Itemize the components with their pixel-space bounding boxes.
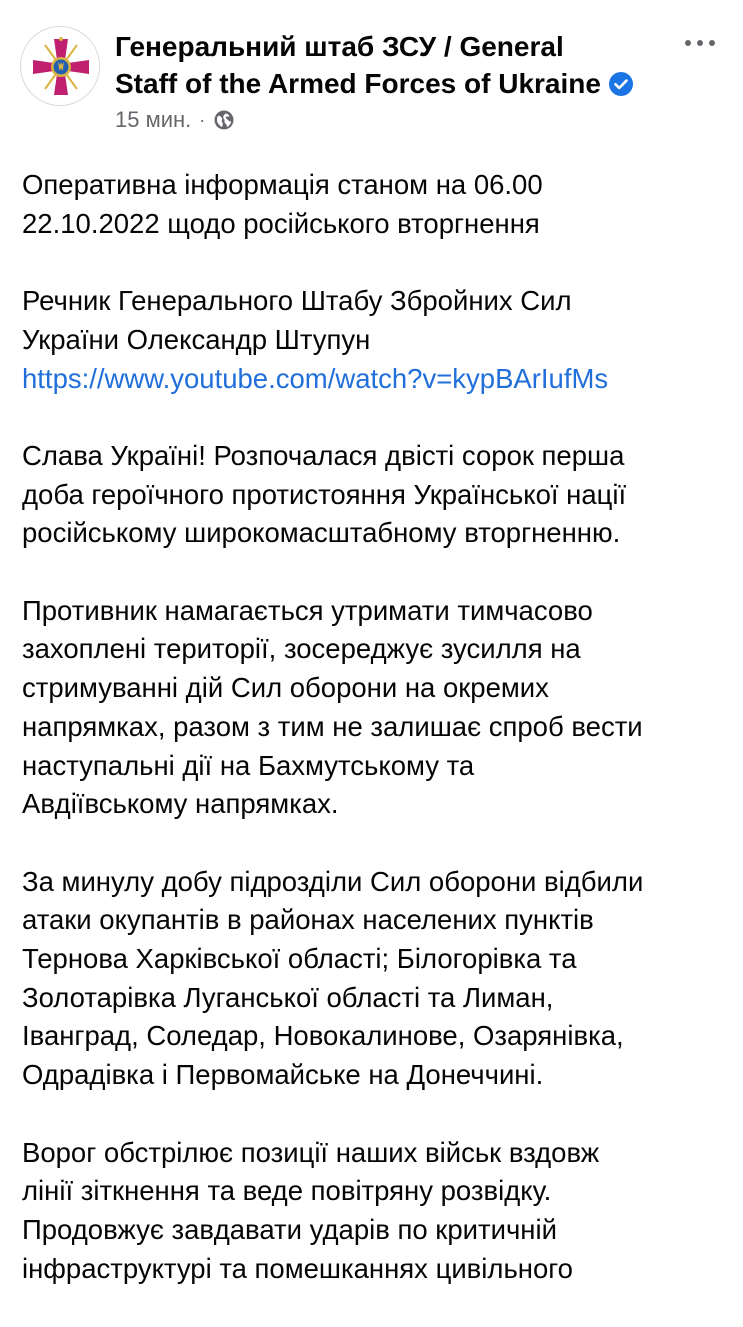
post-meta [115, 106, 235, 134]
page-name-line-2[interactable] [115, 65, 675, 102]
post-paragraph-2 [22, 282, 727, 398]
post-line: Іванград, Соледар, Новокалинове, Озарянівка, [22, 1020, 624, 1052]
post-line: напрямках, разом з тим не залишає спроб вести [22, 710, 643, 742]
youtube-link[interactable]: https://www.youtube.com/watch?v=kypBArIufMs [22, 362, 609, 394]
general-staff-emblem-icon [21, 27, 100, 106]
more-options-button[interactable] [670, 28, 730, 58]
post-line: Речник Генерального Штабу Збройних Сил [22, 285, 572, 317]
page-name-line-2-text[interactable]: Staff of the Armed Forces of Ukraine [115, 68, 601, 99]
post-line: 22.10.2022 щодо російського вторгнення [22, 207, 540, 239]
post-line: За минулу добу підрозділи Сил оборони відбили [22, 865, 644, 897]
post-line: Авдіївському напрямках. [22, 788, 339, 820]
post-timestamp[interactable]: 15 мин. [115, 107, 192, 132]
verified-check-icon [609, 68, 633, 92]
post-paragraph-4 [22, 592, 727, 824]
post-line: лінії зіткнення та веде повітряну розвідку. [22, 1175, 552, 1207]
post-header [0, 0, 743, 150]
page-name[interactable] [115, 28, 675, 102]
post-line: Продовжує завдавати ударів по критичній [22, 1213, 557, 1245]
more-options-icon [685, 40, 691, 46]
post-body [22, 166, 727, 1327]
post-line: Слава Україні! Розпочалася двісті сорок перша [22, 439, 625, 471]
post-line: захоплені території, зосереджує зусилля на [22, 633, 581, 665]
page-name-line-1[interactable]: Генеральний штаб ЗСУ / General [115, 31, 564, 62]
post-line: доба героїчного протистояння Української нації [22, 478, 627, 510]
post-line: Противник намагається утримати тимчасово [22, 594, 593, 626]
post-paragraph-5 [22, 863, 727, 1095]
post-line: Оперативна інформація станом на 06.00 [22, 169, 543, 200]
page-avatar[interactable] [20, 26, 100, 106]
post-paragraph-1 [22, 166, 727, 243]
meta-separator: · [199, 110, 206, 130]
post-line: Тернова Харківської області; Білогорівка та [22, 943, 577, 974]
post-paragraph-3 [22, 437, 727, 553]
post-line: атаки окупантів в районах населених пунктів [22, 904, 594, 936]
globe-icon[interactable] [213, 109, 235, 131]
post-line: російському широкомасштабному вторгненню. [22, 517, 621, 549]
post-line: України Олександр Штупун [22, 323, 371, 355]
post-line: стримуванні дій Сил оборони на окремих [22, 672, 549, 704]
post-line: інфраструктурі та помешканнях цивільного [22, 1252, 573, 1284]
post-line: Одрадівка і Первомайське на Донеччині. [22, 1059, 544, 1091]
post-line: Ворог обстрілює позиції наших військ вздовж [22, 1136, 600, 1168]
post-line: Золотарівка Луганської області та Лиман, [22, 981, 554, 1013]
post-line: наступальні дії на Бахмутському та [22, 749, 475, 781]
post-paragraph-6 [22, 1134, 727, 1289]
